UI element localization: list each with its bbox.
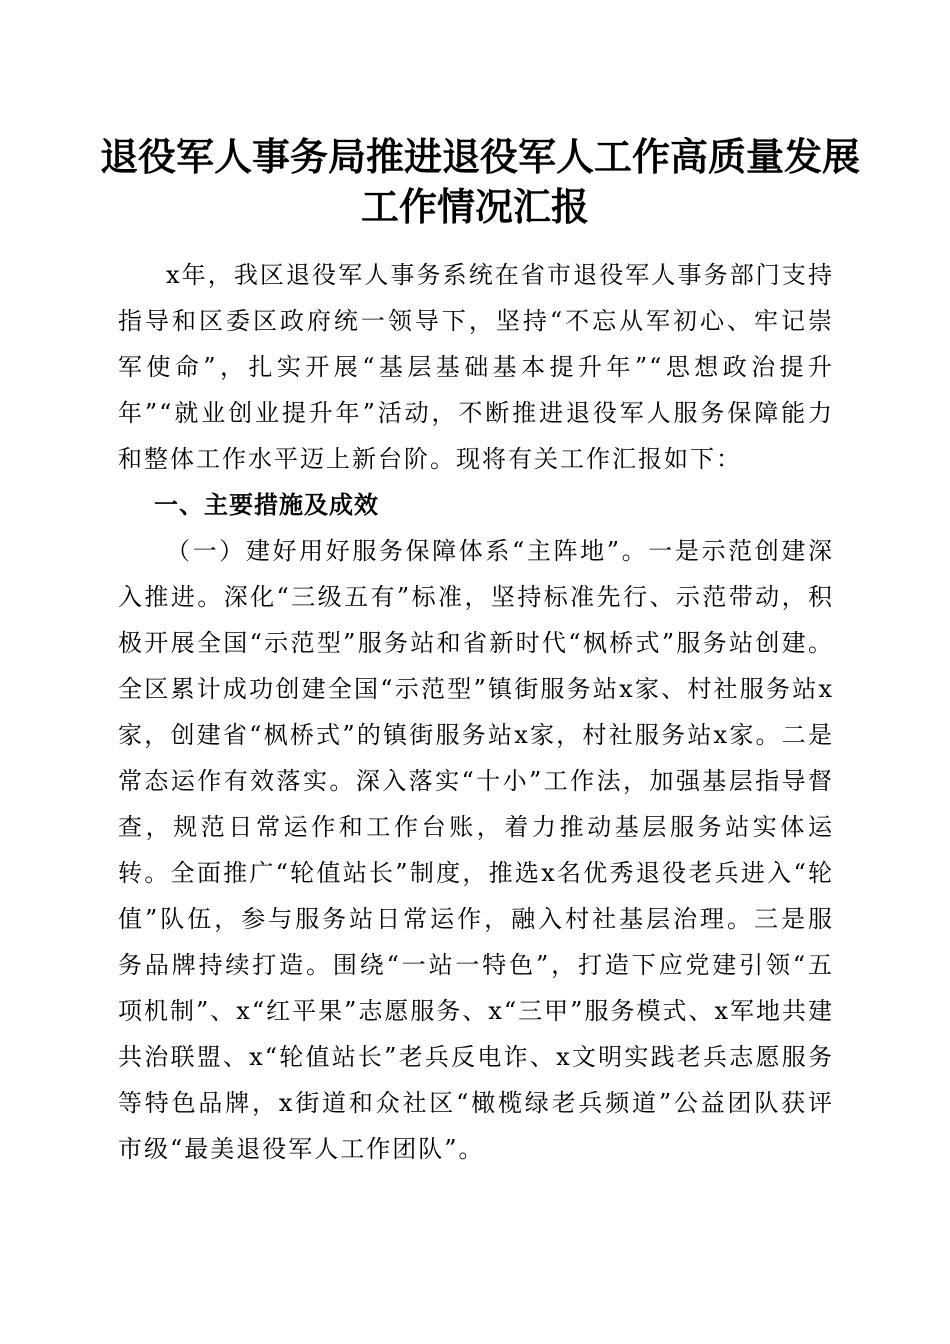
title-line-2: 工作情况汇报 <box>360 184 589 229</box>
section-heading: 一、主要措施及成效 <box>154 491 379 519</box>
section-paragraph: （一）建好用好服务保障体系“主阵地”。一是示范创建深入推进。深化“三级五有”标准，坚持标准先行、示范带动，积极开展全国“示范型”服务站和省新时代“枫桥式”服务站创建。全区累计成功创建全国“示范型”镇街服务站x家、村社服务站x家，创建省“枫桥式”的镇街服务站x家，村社服务站x家。二是常态运作有效落实。深入落实“十小”工作法，加强基层指导督查，规范日常运作和工作台账，着力推动基层服务站实体运转。全面推广“轮值站长”制度，推选x名优秀退役老兵进入“轮值”队伍，参与服务站日常运作，融入村社基层治理。三是服务品牌持续打造。围绕“一站一特色”，打造下应党建引领“五项机制”、x“红平果”志愿服务、x“三甲”服务模式、x军地共建共治联盟、x“轮值站长”老兵反电诈、x文明实践老兵志愿服务等特色品牌，x街道和众社区“橄榄绿老兵频道”公益团队获评市级“最美退役军人工作团队”。 <box>118 537 834 1163</box>
document-body <box>118 252 834 1172</box>
title-line-1: 退役军人事务局推进退役军人工作高质量发展 <box>100 134 861 179</box>
intro-paragraph: x年，我区退役军人事务系统在省市退役军人事务部门支持指导和区委区政府统一领导下，坚持“不忘从军初心、牢记崇军使命”，扎实开展“基层基础基本提升年”“思想政治提升年”“就业创业提升年”活动，不断推进退役军人服务保障能力和整体工作水平迈上新台阶。现将有关工作汇报如下： <box>118 261 834 473</box>
document-title <box>100 132 861 232</box>
